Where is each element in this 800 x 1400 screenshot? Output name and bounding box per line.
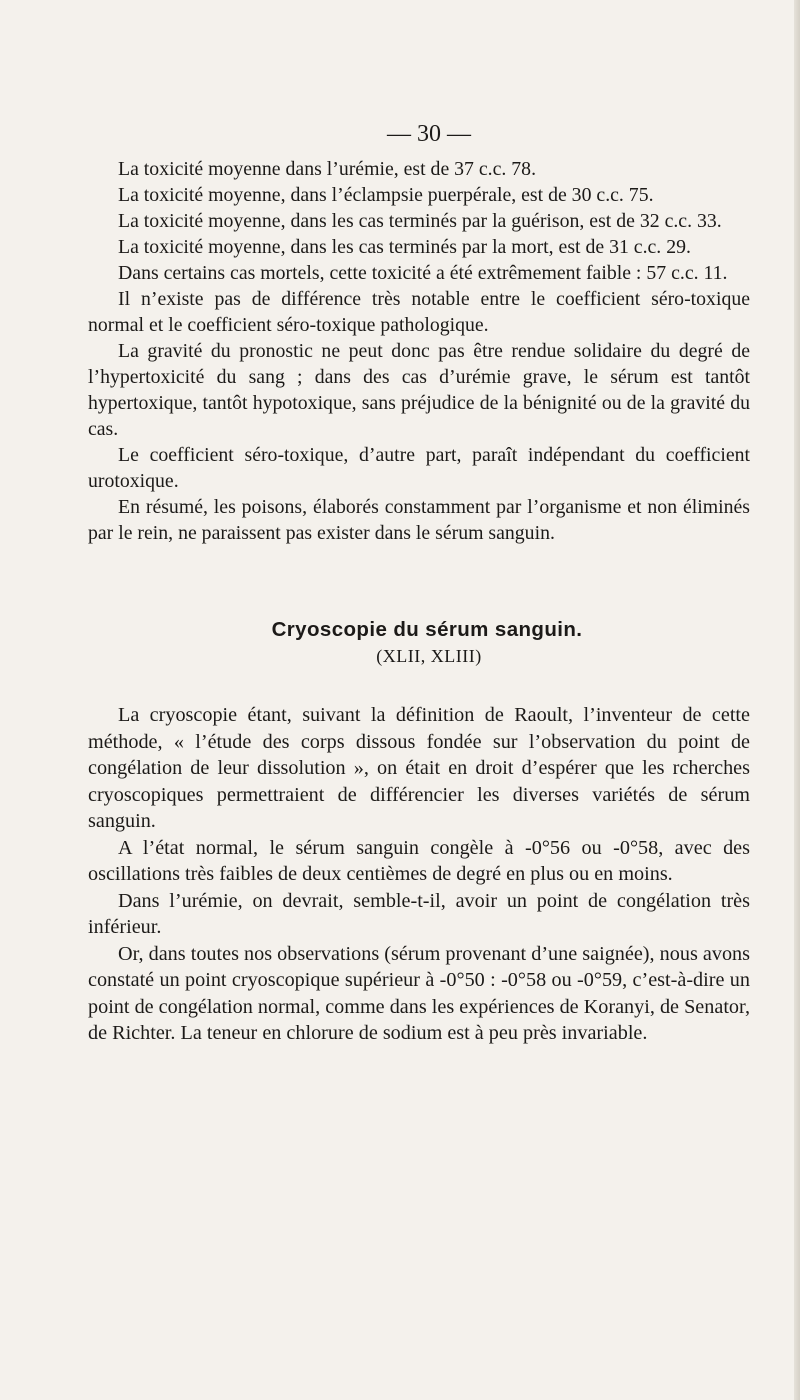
paragraph: La toxicité moyenne, dans l’éclampsie puerpérale, est de 30 c.c. 75.	[118, 184, 654, 206]
paragraph: Le coefficient séro-toxique, d’autre part, paraît indépendant du coefficient urotoxique.	[88, 444, 750, 492]
paragraph: Dans certains cas mortels, cette toxicité a été extrêmement faible : 57 c.c. 11.	[118, 262, 728, 284]
section-references: (XLII, XLIII)	[376, 646, 482, 666]
paragraph: La toxicité moyenne dans l’urémie, est de 37 c.c. 78.	[118, 158, 537, 180]
paragraph: Il n’existe pas de différence très notable entre le coefficient séro-toxique normal et le coefficient séro-toxique pathologique.	[88, 288, 750, 336]
paragraph: La gravité du pronostic ne peut donc pas être rendue solidaire du degré de l’hypertoxicité du sang ; dans des cas d’urémie grave, le sérum est tantôt hypertoxique, tantôt hypotoxique, sans préjudice de la bénignité ou de la gravité du cas.	[88, 340, 750, 440]
top-text-block	[88, 156, 750, 546]
paragraph: La toxicité moyenne, dans les cas terminés par la guérison, est de 32 c.c. 33.	[118, 210, 722, 232]
document-page	[88, 112, 750, 1047]
paragraph: Or, dans toutes nos observations (sérum provenant d’une saignée), nous avons constaté un point cryoscopique supérieur à -0°50 : -0°58 ou -0°59, c’est-à-dire un point de congélation normal, comme dans les expériences de Koranyi, de Senator, de Richter. La teneur en chlorure de sodium est à peu près invariable.	[88, 942, 750, 1044]
bottom-text-block	[88, 702, 750, 1047]
paragraph: Dans l’urémie, on devrait, semble-t-il, avoir un point de congélation très inférieur.	[88, 889, 750, 938]
paragraph: A l’état normal, le sérum sanguin congèle à -0°56 ou -0°58, avec des oscillations très faibles de deux centièmes de degré en plus ou en moins.	[88, 836, 750, 885]
page-number: — 30 —	[387, 121, 471, 147]
paragraph: En résumé, les poisons, élaborés constamment par l’organisme et non éliminés par le rein, ne paraissent pas exister dans le sérum sanguin.	[88, 496, 750, 544]
section-title: Cryoscopie du sérum sanguin.	[271, 618, 583, 641]
paragraph: La cryoscopie étant, suivant la définition de Raoult, l’inventeur de cette méthode, « l’étude des corps dissous fondée sur l’observation du point de congélation de leur dissolution », on était en droit d’espérer que les rcherches cryoscopiques permettraient de différencier les diverses variétés de sérum sanguin.	[88, 704, 750, 832]
scan-edge	[794, 0, 800, 1400]
paragraph: La toxicité moyenne, dans les cas terminés par la mort, est de 31 c.c. 29.	[118, 236, 691, 258]
